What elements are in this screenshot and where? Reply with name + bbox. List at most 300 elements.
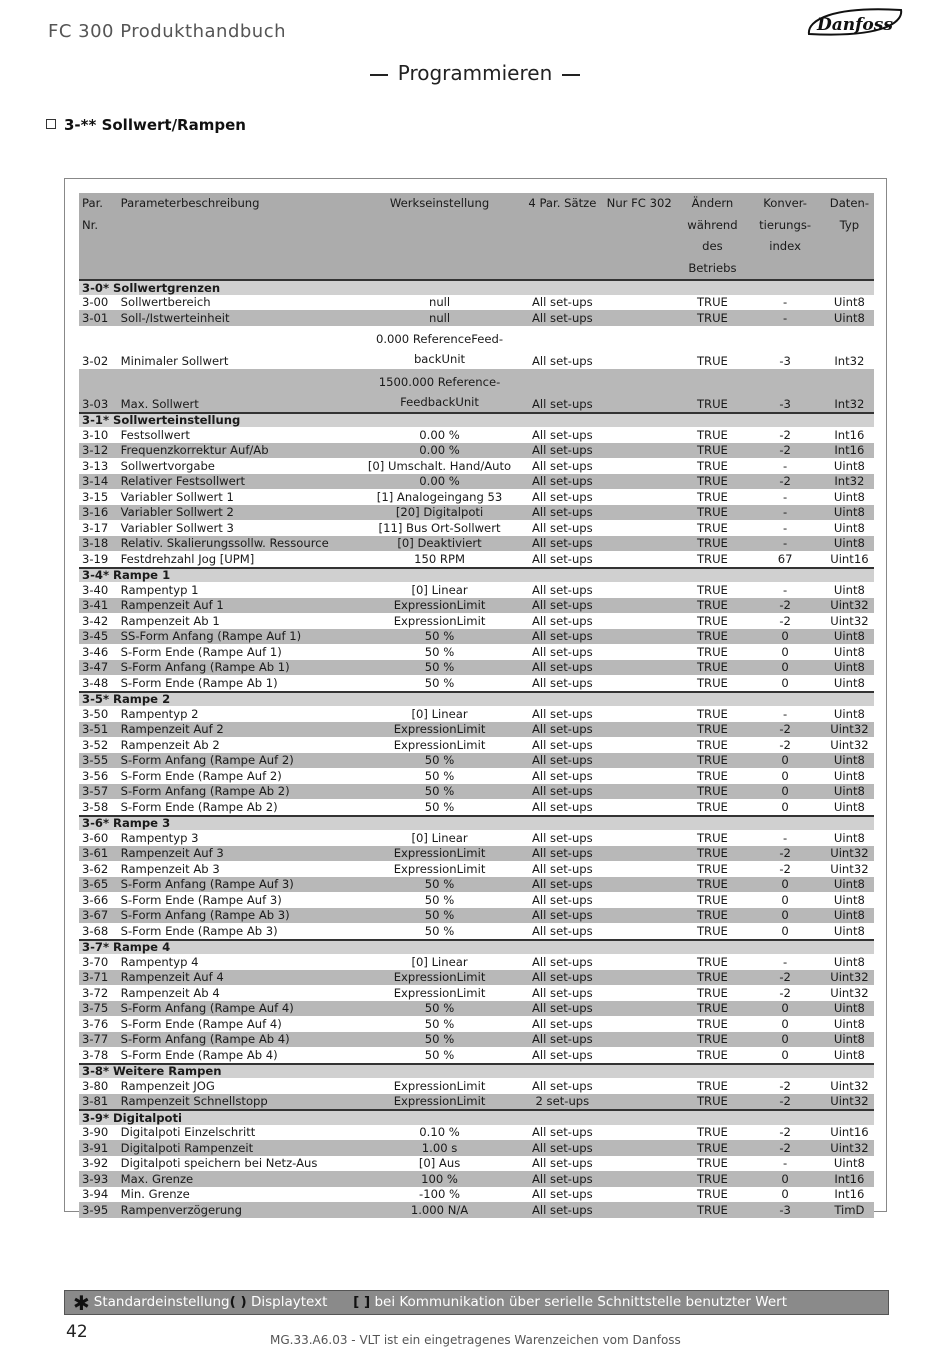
cell-sets: All set-ups: [532, 1078, 593, 1093]
cell-nr: 3-50: [82, 706, 109, 721]
cell-type: Uint8: [825, 1032, 874, 1048]
cell-conv: 67: [777, 551, 793, 566]
cell-conv: -: [783, 295, 788, 309]
cell-type: Uint8: [825, 908, 874, 924]
cell-type: Uint8: [833, 520, 865, 535]
cell-desc: Rampentyp 3: [120, 830, 199, 845]
cell-nr: 3-57: [79, 784, 118, 800]
cell-fc302: [604, 908, 680, 924]
cell-fc302: [604, 474, 680, 490]
group-header-row: [79, 280, 874, 295]
cell-type: Uint32: [830, 613, 869, 628]
legend-paren-symbol: ( ): [229, 1294, 247, 1310]
cell-desc: S-Form Anfang (Rampe Ab 4): [118, 1032, 358, 1048]
cell-type: Uint8: [833, 923, 865, 938]
header-conv: Konver- tierungs- index: [745, 193, 824, 280]
table-row: [79, 1202, 874, 1218]
cell-sets: All set-ups: [532, 644, 593, 659]
cell-type: Uint8: [833, 1156, 865, 1170]
cell-change: TRUE: [696, 489, 728, 504]
cell-default: [0] Linear: [411, 706, 468, 721]
cell-desc: S-Form Ende (Rampe Auf 3): [120, 892, 282, 907]
cell-desc: Variabler Sollwert 2: [118, 505, 358, 521]
cell-desc: S-Form Anfang (Rampe Auf 2): [118, 753, 358, 769]
legend-display-label: Displaytext: [250, 1294, 328, 1310]
group-title: 3-1* Sollwerteinstellung: [79, 413, 874, 428]
cell-desc: Rampenzeit Schnellstopp: [118, 1094, 358, 1111]
cell-conv: 0: [781, 675, 789, 690]
cell-type: Uint32: [825, 1094, 874, 1111]
cell-conv: -2: [779, 427, 791, 442]
cell-conv: -2: [745, 443, 824, 459]
cell-default: 50 %: [358, 784, 521, 800]
cell-sets: All set-ups: [532, 830, 593, 845]
cell-sets: All set-ups: [521, 598, 604, 614]
cell-default: ExpressionLimit: [393, 1078, 486, 1093]
cell-fc302: [604, 1140, 680, 1156]
cell-conv: 0: [781, 1047, 789, 1062]
cell-nr: 3-01: [79, 310, 118, 326]
cell-type: Int32: [825, 474, 874, 490]
cell-conv: -: [745, 505, 824, 521]
cell-type: Uint16: [830, 1125, 869, 1139]
cell-fc302: [604, 629, 680, 645]
cell-type: Uint8: [825, 753, 874, 769]
cell-change: TRUE: [679, 1094, 745, 1111]
cell-change: TRUE: [679, 1202, 745, 1218]
cell-sets: 2 set-ups: [521, 1094, 604, 1111]
cell-sets: All set-ups: [521, 474, 604, 490]
cell-nr: 3-81: [79, 1094, 118, 1111]
cell-default: 50 %: [424, 799, 455, 814]
cell-type: Uint8: [825, 784, 874, 800]
cell-conv: -2: [779, 861, 791, 876]
cell-fc302: [604, 1016, 680, 1032]
cell-conv: 0: [745, 1171, 824, 1187]
cell-change: TRUE: [679, 908, 745, 924]
cell-fc302: [604, 1094, 680, 1111]
cell-desc: SS-Form Anfang (Rampe Auf 1): [118, 629, 358, 645]
cell-type: Uint8: [833, 675, 865, 690]
cell-conv: -: [783, 706, 788, 721]
cell-conv: -: [745, 536, 824, 552]
cell-change: TRUE: [696, 923, 728, 938]
cell-change: TRUE: [696, 551, 728, 566]
cell-default: ExpressionLimit: [393, 985, 486, 1000]
cell-change: TRUE: [679, 784, 745, 800]
group-header-row: [79, 1110, 874, 1125]
cell-desc: Digitalpoti Rampenzeit: [118, 1140, 358, 1156]
cell-type: Uint8: [825, 505, 874, 521]
cell-conv: 0: [745, 908, 824, 924]
cell-type: Uint8: [833, 582, 865, 597]
table-row: [79, 1094, 874, 1111]
cell-change: TRUE: [679, 598, 745, 614]
cell-conv: -: [783, 489, 788, 504]
table-row: [79, 474, 874, 490]
cell-type: Int16: [825, 1171, 874, 1187]
cell-conv: 0: [745, 660, 824, 676]
table-row: [79, 877, 874, 893]
cell-nr: 3-56: [82, 768, 109, 783]
cell-desc: S-Form Ende (Rampe Ab 3): [120, 923, 278, 938]
table-row: [79, 954, 874, 970]
cell-change: TRUE: [696, 799, 728, 814]
cell-desc: Soll-/Istwerteinheit: [118, 310, 358, 326]
cell-change: TRUE: [696, 613, 728, 628]
cell-change: TRUE: [696, 706, 728, 721]
cell-desc: Variabler Sollwert 1: [120, 489, 234, 504]
cell-desc: Digitalpoti Einzelschritt: [120, 1125, 256, 1139]
cell-conv: -: [783, 582, 788, 597]
cell-desc: S-Form Anfang (Rampe Auf 4): [118, 1001, 358, 1017]
cell-type: Uint32: [830, 1078, 869, 1093]
cell-change: TRUE: [696, 1047, 728, 1062]
cell-fc302: [604, 675, 680, 692]
section-title: Programmieren: [397, 61, 553, 85]
page-number: 42: [66, 1322, 88, 1342]
cell-conv: -2: [745, 722, 824, 738]
table-row: [79, 753, 874, 769]
cell-sets: All set-ups: [521, 753, 604, 769]
cell-fc302: [604, 846, 680, 862]
cell-desc: Minimaler Sollwert: [120, 353, 229, 368]
footer-text: MG.33.A6.03 - VLT ist ein eingetragenes Warenzeichen vom Danfoss: [270, 1333, 681, 1347]
cell-conv: 0: [745, 877, 824, 893]
table-row: [79, 908, 874, 924]
cell-default: [0] Aus: [418, 1156, 461, 1170]
cell-type: Uint8: [833, 458, 865, 473]
cell-default: [20] Digitalpoti: [358, 505, 521, 521]
table-row: [79, 326, 874, 369]
cell-default: ExpressionLimit: [393, 613, 486, 628]
cell-conv: -: [783, 520, 788, 535]
cell-default: 1.00 s: [358, 1140, 521, 1156]
cell-change: TRUE: [679, 1032, 745, 1048]
cell-sets: All set-ups: [532, 1047, 593, 1062]
table-row: [79, 443, 874, 459]
cell-nr: 3-71: [79, 970, 118, 986]
cell-nr: 3-75: [79, 1001, 118, 1017]
cell-change: TRUE: [696, 1187, 728, 1201]
table-row: [79, 520, 874, 536]
cell-fc302: [604, 1202, 680, 1218]
checkbox-bullet-icon: [46, 119, 56, 129]
cell-nr: 3-15: [82, 489, 109, 504]
cell-conv: -: [783, 954, 788, 969]
cell-nr: 3-46: [82, 644, 109, 659]
cell-change: TRUE: [696, 427, 728, 442]
cell-fc302: [604, 830, 680, 846]
cell-change: TRUE: [679, 629, 745, 645]
cell-conv: -3: [779, 353, 791, 368]
cell-nr: 3-68: [82, 923, 109, 938]
cell-change: TRUE: [696, 1156, 728, 1170]
cell-fc302: [604, 1047, 680, 1064]
cell-type: Uint8: [825, 629, 874, 645]
cell-type: Uint8: [833, 799, 865, 814]
cell-type: Uint8: [833, 644, 865, 659]
cell-sets: All set-ups: [521, 1032, 604, 1048]
cell-fc302: [604, 536, 680, 552]
cell-change: TRUE: [696, 353, 728, 368]
table-row: [79, 629, 874, 645]
cell-fc302: [604, 326, 680, 369]
cell-conv: -2: [779, 1125, 791, 1139]
cell-fc302: [604, 295, 680, 311]
cell-sets: All set-ups: [532, 582, 593, 597]
cell-change: TRUE: [679, 660, 745, 676]
cell-nr: 3-03: [79, 369, 118, 413]
cell-nr: 3-95: [79, 1202, 118, 1218]
cell-nr: 3-10: [82, 427, 109, 442]
cell-default: 50 %: [358, 629, 521, 645]
cell-desc: Sollwertvorgabe: [120, 458, 215, 473]
cell-change: TRUE: [679, 1140, 745, 1156]
cell-sets: All set-ups: [521, 1001, 604, 1017]
cell-default: 50 %: [424, 923, 455, 938]
cell-nr: 3-90: [82, 1125, 109, 1139]
danfoss-logo: [803, 4, 907, 42]
cell-desc: S-Form Ende (Rampe Auf 1): [120, 644, 282, 659]
cell-default: 50 %: [358, 908, 521, 924]
svg-text:Danfoss: Danfoss: [817, 15, 893, 35]
cell-change: TRUE: [696, 1125, 728, 1139]
cell-sets: All set-ups: [532, 737, 593, 752]
cell-type: Int32: [834, 353, 865, 368]
cell-sets: All set-ups: [521, 536, 604, 552]
cell-fc302: [604, 861, 680, 877]
cell-sets: All set-ups: [521, 629, 604, 645]
cell-sets: All set-ups: [521, 877, 604, 893]
chapter-heading: [46, 116, 246, 134]
cell-fc302: [604, 598, 680, 614]
parameter-table-body: [79, 193, 874, 1218]
cell-change: TRUE: [696, 1078, 728, 1093]
cell-desc: S-Form Anfang (Rampe Auf 3): [118, 877, 358, 893]
cell-fc302: [604, 505, 680, 521]
cell-nr: 3-48: [82, 675, 109, 690]
table-row: [79, 1140, 874, 1156]
cell-default: 50 %: [358, 660, 521, 676]
cell-change: TRUE: [679, 474, 745, 490]
cell-nr: 3-93: [79, 1171, 118, 1187]
table-row: [79, 846, 874, 862]
cell-desc: Rampentyp 4: [120, 954, 199, 969]
cell-default: ExpressionLimit: [358, 970, 521, 986]
cell-desc: Rampenzeit Ab 3: [120, 861, 220, 876]
cell-nr: 3-19: [82, 551, 109, 566]
cell-fc302: [604, 660, 680, 676]
cell-default: [11] Bus Ort-Sollwert: [378, 520, 501, 535]
cell-nr: 3-70: [82, 954, 109, 969]
cell-type: Uint32: [825, 722, 874, 738]
cell-type: Uint8: [833, 830, 865, 845]
table-row: [79, 427, 874, 443]
cell-sets: All set-ups: [532, 613, 593, 628]
cell-sets: All set-ups: [521, 784, 604, 800]
table-row: [79, 784, 874, 800]
cell-desc: Rampenzeit Auf 4: [118, 970, 358, 986]
cell-nr: 3-14: [79, 474, 118, 490]
cell-default: 50 %: [424, 892, 455, 907]
cell-nr: 3-13: [82, 458, 109, 473]
cell-default: [0] Linear: [411, 582, 468, 597]
cell-change: TRUE: [679, 369, 745, 413]
cell-nr: 3-61: [79, 846, 118, 862]
table-row: [79, 644, 874, 660]
cell-type: Uint8: [833, 892, 865, 907]
cell-fc302: [604, 644, 680, 660]
group-title: 3-8* Weitere Rampen: [79, 1064, 874, 1079]
cell-default: ExpressionLimit: [358, 722, 521, 738]
cell-type: Uint32: [825, 970, 874, 986]
cell-change: TRUE: [679, 846, 745, 862]
cell-type: Int16: [825, 443, 874, 459]
cell-nr: 3-77: [79, 1032, 118, 1048]
cell-default: ExpressionLimit: [358, 598, 521, 614]
table-row: [79, 1156, 874, 1172]
cell-desc: Rampenzeit Auf 2: [118, 722, 358, 738]
cell-nr: 3-18: [79, 536, 118, 552]
cell-default: 0.00 %: [419, 427, 460, 442]
group-title: 3-0* Sollwertgrenzen: [79, 280, 874, 295]
cell-desc: Relativer Festsollwert: [118, 474, 358, 490]
cell-type: Uint8: [833, 706, 865, 721]
cell-type: Uint8: [825, 536, 874, 552]
cell-sets: All set-ups: [521, 970, 604, 986]
cell-fc302: [604, 613, 680, 629]
cell-fc302: [604, 892, 680, 908]
cell-sets: All set-ups: [532, 768, 593, 783]
manual-title: FC 300 Produkthandbuch: [48, 21, 287, 42]
cell-fc302: [604, 970, 680, 986]
cell-nr: 3-78: [82, 1047, 109, 1062]
cell-sets: All set-ups: [521, 660, 604, 676]
cell-change: TRUE: [679, 443, 745, 459]
cell-nr: 3-12: [79, 443, 118, 459]
cell-default: 50 %: [358, 877, 521, 893]
cell-type: Uint8: [825, 1001, 874, 1017]
cell-fc302: [604, 1125, 680, 1141]
cell-sets: All set-ups: [532, 520, 593, 535]
cell-conv: -2: [779, 737, 791, 752]
cell-nr: 3-55: [79, 753, 118, 769]
table-row: [79, 970, 874, 986]
cell-fc302: [604, 489, 680, 505]
cell-change: TRUE: [679, 536, 745, 552]
table-row: [79, 1001, 874, 1017]
cell-nr: 3-94: [82, 1187, 109, 1201]
table-row: [79, 892, 874, 908]
cell-desc: Festsollwert: [120, 427, 190, 442]
legend-default-label: Standardeinstellung: [93, 1294, 230, 1310]
cell-fc302: [604, 582, 680, 598]
cell-nr: 3-40: [82, 582, 109, 597]
cell-sets: All set-ups: [521, 722, 604, 738]
cell-type: Uint8: [825, 660, 874, 676]
cell-type: Int32: [825, 369, 874, 413]
cell-default: 50 %: [424, 675, 455, 690]
cell-sets: All set-ups: [532, 458, 593, 473]
cell-sets: All set-ups: [521, 369, 604, 413]
cell-sets: All set-ups: [521, 1171, 604, 1187]
table-row: [79, 861, 874, 877]
cell-fc302: [604, 458, 680, 474]
cell-change: TRUE: [696, 830, 728, 845]
asterisk-icon: ✱: [73, 1291, 90, 1315]
cell-fc302: [604, 706, 680, 722]
cell-default: -100 %: [419, 1187, 461, 1201]
cell-change: TRUE: [679, 1171, 745, 1187]
cell-type: Uint8: [833, 954, 865, 969]
table-row: [79, 1171, 874, 1187]
cell-change: TRUE: [696, 768, 728, 783]
header-nr: Par. Nr.: [79, 193, 118, 280]
cell-type: Uint32: [825, 598, 874, 614]
table-header-row: [79, 193, 874, 280]
cell-conv: 0: [781, 768, 789, 783]
cell-fc302: [604, 1001, 680, 1017]
cell-nr: 3-00: [82, 295, 109, 309]
table-row: [79, 799, 874, 816]
cell-type: Uint8: [833, 1016, 865, 1031]
cell-change: TRUE: [679, 310, 745, 326]
cell-sets: All set-ups: [521, 310, 604, 326]
cell-sets: All set-ups: [532, 706, 593, 721]
cell-change: TRUE: [696, 985, 728, 1000]
cell-default: [0] Linear: [411, 954, 468, 969]
cell-fc302: [604, 1078, 680, 1094]
cell-fc302: [604, 954, 680, 970]
cell-sets: All set-ups: [532, 1187, 593, 1201]
table-row: [79, 1125, 874, 1141]
cell-default: null: [428, 295, 451, 309]
cell-nr: 3-16: [79, 505, 118, 521]
table-row: [79, 369, 874, 413]
cell-desc: Sollwertbereich: [120, 295, 211, 309]
section-heading: [0, 61, 950, 85]
table-row: [79, 1032, 874, 1048]
cell-sets: All set-ups: [521, 908, 604, 924]
cell-nr: 3-65: [79, 877, 118, 893]
cell-type: Uint16: [830, 551, 869, 566]
cell-default: ExpressionLimit: [393, 861, 486, 876]
cell-fc302: [604, 1032, 680, 1048]
cell-desc: Relativ. Skalierungssollw. Ressource: [118, 536, 358, 552]
cell-desc: S-Form Anfang (Rampe Ab 2): [118, 784, 358, 800]
cell-conv: 0: [745, 1001, 824, 1017]
cell-nr: 3-67: [79, 908, 118, 924]
cell-desc: Rampentyp 1: [120, 582, 199, 597]
cell-desc: Min. Grenze: [120, 1187, 190, 1201]
cell-sets: All set-ups: [521, 846, 604, 862]
cell-default: 0.00 %: [358, 474, 521, 490]
cell-type: Uint8: [825, 310, 874, 326]
heading-rule-right: [562, 74, 580, 76]
cell-nr: 3-72: [82, 985, 109, 1000]
cell-nr: 3-52: [82, 737, 109, 752]
cell-desc: Rampenzeit Auf 1: [118, 598, 358, 614]
cell-sets: All set-ups: [532, 551, 593, 566]
cell-conv: -2: [779, 613, 791, 628]
cell-conv: -2: [745, 846, 824, 862]
cell-default: 0.00 %: [358, 443, 521, 459]
cell-sets: All set-ups: [521, 1202, 604, 1218]
header-type: Daten- Typ: [825, 193, 874, 280]
header-sets: 4 Par. Sätze: [521, 193, 604, 280]
table-row: [79, 1016, 874, 1032]
